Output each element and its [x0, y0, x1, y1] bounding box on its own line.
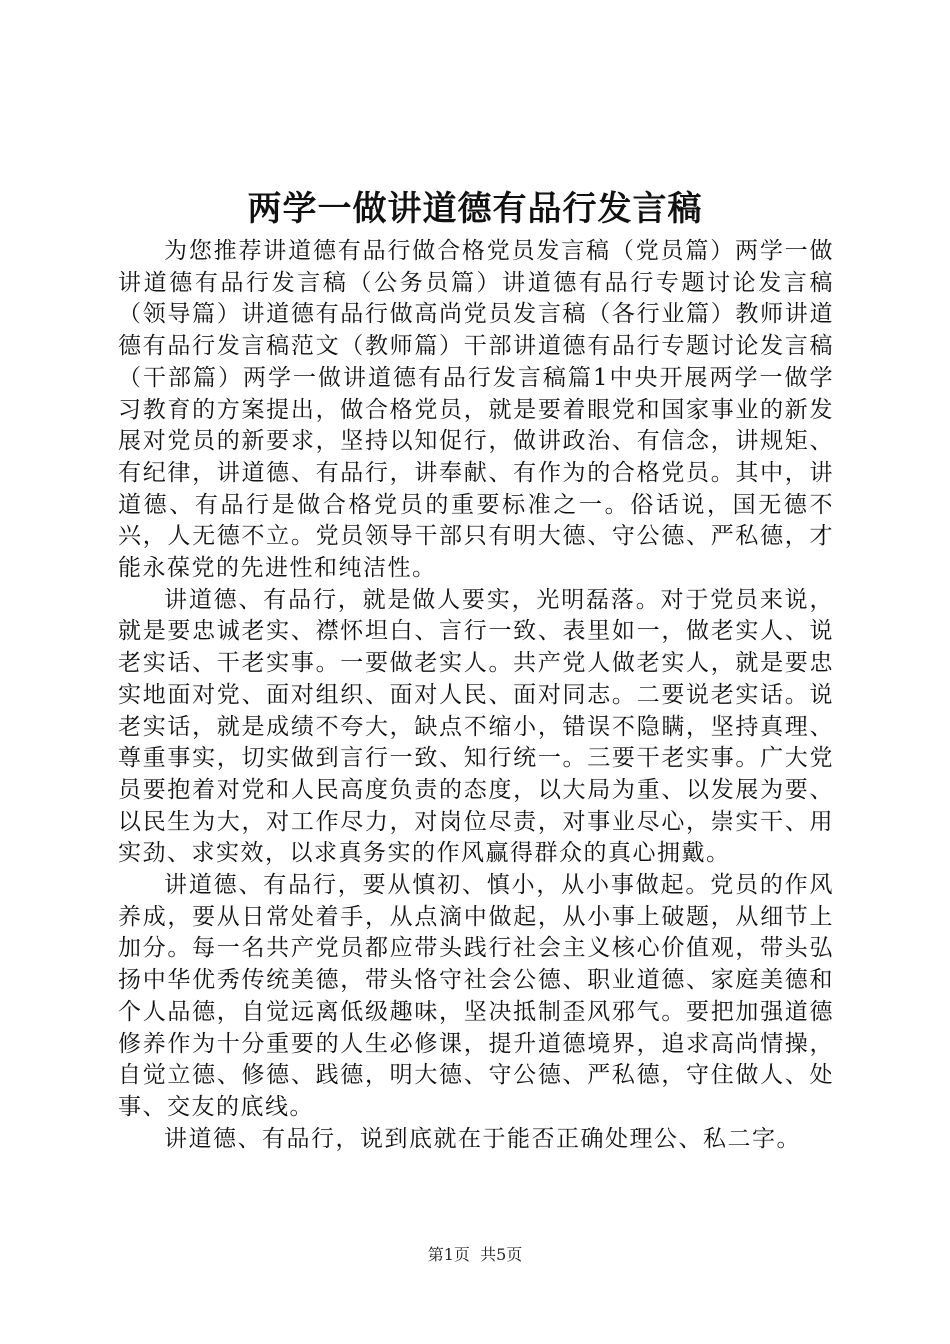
page-number-footer: 第1页 共5页 [427, 1245, 523, 1264]
body-paragraph: 讲道德、有品行，说到底就在于能否正确处理公、私二字。 [164, 1125, 801, 1152]
document-title: 两学一做讲道德有品行发言稿 [247, 189, 703, 229]
document-body [118, 236, 834, 1155]
body-paragraph: 讲道德、有品行，要从慎初、慎小，从小事做起。党员的作风养成，要从日常处着手，从点滴中做起，从小事上破题，从细节上加分。每一名共产党员都应带头践行社会主义核心价值观，带头弘扬中华优秀传统美德，带头恪守社会公德、职业道德、家庭美德和个人品德，自觉远离低级趣味，坚决抵制歪风邪气。要把加强道德修养作为十分重要的人生必修课，提升道德境界，追求高尚情操，自觉立德、修德、践德，明大德、守公德、严私德，守住做人、处事、交友的底线。 [118, 872, 834, 1120]
body-paragraph: 为您推荐讲道德有品行做合格党员发言稿（党员篇）两学一做讲道德有品行发言稿（公务员篇）讲道德有品行专题讨论发言稿（领导篇）讲道德有品行做高尚党员发言稿（各行业篇）教师讲道德有品行发言稿范文（教师篇）干部讲道德有品行专题讨论发言稿（干部篇）两学一做讲道德有品行发言稿篇1中央开展两学一做学习教育的方案提出，做合格党员，就是要着眼党和国家事业的新发展对党员的新要求，坚持以知促行，做讲政治、有信念，讲规矩、有纪律，讲道德、有品行，讲奉献、有作为的合格党员。其中，讲道德、有品行是做合格党员的重要标准之一。俗话说，国无德不兴，人无德不立。党员领导干部只有明大德、守公德、严私德，才能永葆党的先进性和纯洁性。 [118, 238, 834, 582]
body-paragraph: 讲道德、有品行，就是做人要实，光明磊落。对于党员来说，就是要忠诚老实、襟怀坦白、言行一致、表里如一，做老实人、说老实话、干老实事。一要做老实人。共产党人做老实人，就是要忠实地面对党、面对组织、面对人民、面对同志。二要说老实话。说老实话，就是成绩不夸大，缺点不缩小，错误不隐瞒，坚持真理、尊重事实，切实做到言行一致、知行统一。三要干老实事。广大党员要抱着对党和人民高度负责的态度，以大局为重、以发展为要、以民生为大，对工作尽力，对岗位尽责，对事业尽心，崇实干、用实劲、求实效，以求真务实的作风赢得群众的真心拥戴。 [118, 586, 834, 867]
